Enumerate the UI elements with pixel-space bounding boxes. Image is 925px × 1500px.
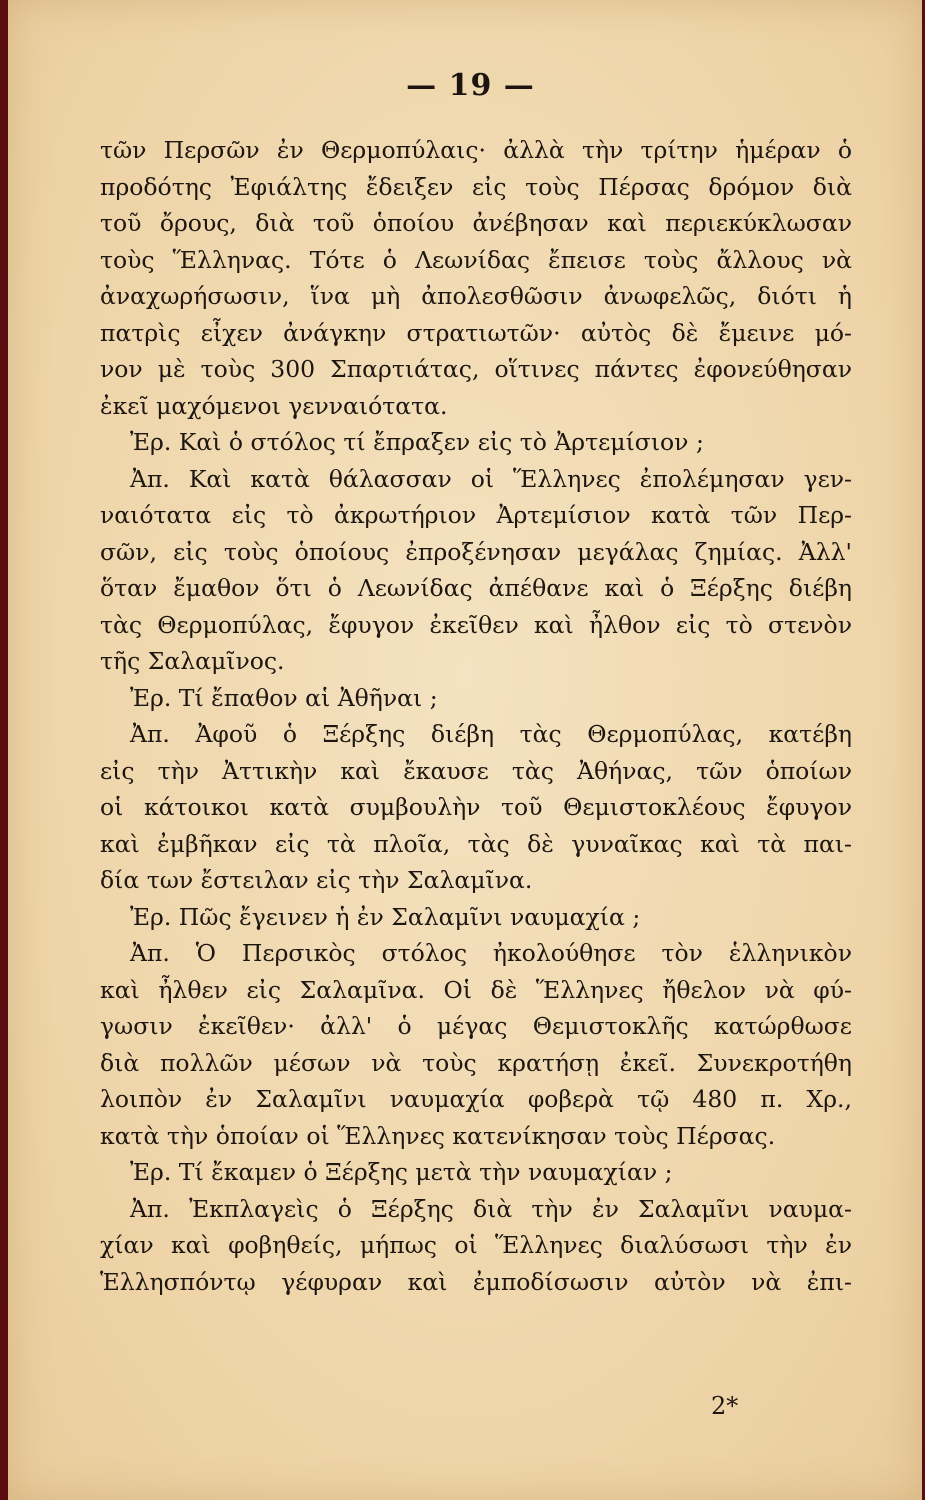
question-line: Ἐρ. Πῶς ἔγεινεν ἡ ἐν Σαλαμῖνι ναυμαχία ; xyxy=(130,902,641,931)
question-line: Ἐρ. Τί ἔκαμεν ὁ Ξέρξης μετὰ τὴν ναυμαχίαν ; xyxy=(130,1158,673,1186)
text-line: τῶν Περσῶν ἐν Θερμοπύλαις· ἀλλὰ τὴν τρίτην ἡμέραν ὁ xyxy=(100,136,852,164)
book-page xyxy=(8,0,922,1500)
text-line: δία των ἔστειλαν εἰς τὴν Σαλαμῖνα. xyxy=(100,866,533,894)
text-line: τὰς Θερμοπύλας, ἔφυγον ἐκεῖθεν καὶ ἦλθον εἰς τὸ στενὸν xyxy=(100,610,852,639)
text-line: σῶν, εἰς τοὺς ὁποίους ἐπροξένησαν μεγάλας ζημίας. Ἀλλ' xyxy=(100,537,852,566)
text-line: οἱ κάτοικοι κατὰ συμβουλὴν τοῦ Θεμιστοκλέους ἔφυγον xyxy=(100,793,852,821)
answer-line: Ἀπ. Καὶ κατὰ θάλασσαν οἱ Ἕλληνες ἐπολέμησαν γεν- xyxy=(130,464,852,493)
text-line: λοιπὸν ἐν Σαλαμῖνι ναυμαχία φοβερὰ τῷ 480 π. Χρ., xyxy=(100,1085,852,1113)
text-line: τοὺς Ἕλληνας. Τότε ὁ Λεωνίδας ἔπεισε τοὺς ἄλλους νὰ xyxy=(100,245,852,274)
answer-line: Ἀπ. Ὁ Περσικὸς στόλος ἠκολούθησε τὸν ἑλληνικὸν xyxy=(130,939,852,967)
body-text xyxy=(100,132,852,1300)
text-line: νον μὲ τοὺς 300 Σπαρτιάτας, οἵτινες πάντες ἐφονεύθησαν xyxy=(100,355,852,383)
text-line: διὰ πολλῶν μέσων νὰ τοὺς κρατήσῃ ἐκεῖ. Συνεκροτήθη xyxy=(100,1048,852,1077)
text-line: τῆς Σαλαμῖνος. xyxy=(100,647,285,675)
text-line: προδότης Ἐφιάλτης ἔδειξεν εἰς τοὺς Πέρσας δρόμον διὰ xyxy=(100,172,852,201)
text-line: ἐκεῖ μαχόμενοι γενναιότατα. xyxy=(100,391,448,420)
page-number: — 19 — xyxy=(406,68,535,103)
text-line: καὶ ἦλθεν εἰς Σαλαμῖνα. Οἱ δὲ Ἕλληνες ἤθελον νὰ φύ- xyxy=(100,975,852,1004)
text-line: καὶ ἐμβῆκαν εἰς τὰ πλοῖα, τὰς δὲ γυναῖκας καὶ τὰ παι- xyxy=(100,829,852,858)
question-line: Ἐρ. Καὶ ὁ στόλος τί ἔπραξεν εἰς τὸ Ἀρτεμίσιον ; xyxy=(130,428,704,456)
text-line: ἀναχωρήσωσιν, ἵνα μὴ ἀπολεσθῶσιν ἀνωφελῶς, διότι ἡ xyxy=(100,282,852,310)
answer-line: Ἀπ. Ἐκπλαγεὶς ὁ Ξέρξης διὰ τὴν ἐν Σαλαμῖνι ναυμα- xyxy=(130,1194,852,1223)
text-line: τοῦ ὄρους, διὰ τοῦ ὁποίου ἀνέβησαν καὶ περιεκύκλωσαν xyxy=(100,209,852,237)
text-line: κατὰ τὴν ὁποίαν οἱ Ἕλληνες κατενίκησαν τοὺς Πέρσας. xyxy=(100,1121,776,1150)
text-line: χίαν καὶ φοβηθείς, μήπως οἱ Ἕλληνες διαλύσωσι τὴν ἐν xyxy=(100,1231,852,1259)
signature-mark: 2* xyxy=(711,1392,739,1420)
text-line: ὅταν ἔμαθον ὅτι ὁ Λεωνίδας ἀπέθανε καὶ ὁ Ξέρξης διέβη xyxy=(100,574,852,602)
answer-line: Ἀπ. Ἀφοῦ ὁ Ξέρξης διέβη τὰς Θερμοπύλας, κατέβη xyxy=(130,720,852,748)
question-line: Ἐρ. Τί ἔπαθον αἱ Ἀθῆναι ; xyxy=(130,683,438,712)
text-line: Ἑλλησπόντῳ γέφυραν καὶ ἐμποδίσωσιν αὐτὸν νὰ ἐπι- xyxy=(100,1267,852,1296)
text-line: γωσιν ἐκεῖθεν· ἀλλ' ὁ μέγας Θεμιστοκλῆς κατώρθωσε xyxy=(100,1012,852,1040)
text-line: ναιότατα εἰς τὸ ἀκρωτήριον Ἀρτεμίσιον κατὰ τῶν Περ- xyxy=(100,501,852,529)
text-line: πατρὶς εἶχεν ἀνάγκην στρατιωτῶν· αὐτὸς δὲ ἔμεινε μό- xyxy=(100,318,852,347)
text-line: εἰς τὴν Ἀττικὴν καὶ ἔκαυσε τὰς Ἀθήνας, τῶν ὁποίων xyxy=(100,756,852,785)
